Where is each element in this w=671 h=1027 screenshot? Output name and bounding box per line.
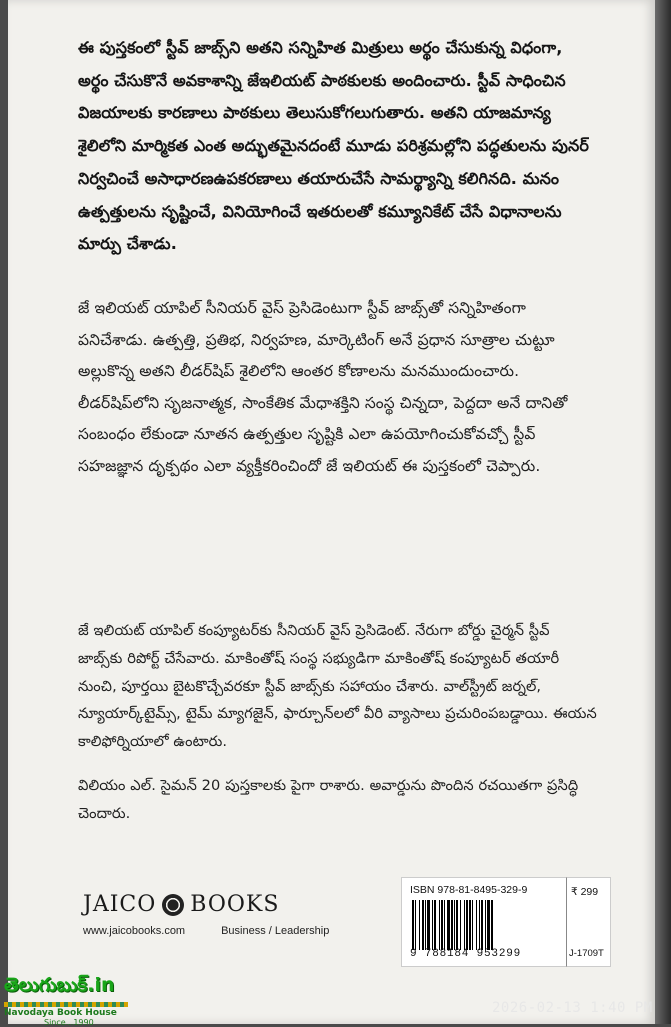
publisher-block — [83, 892, 343, 937]
publisher-name-left: JAICO — [83, 892, 157, 917]
barcode-panel — [401, 877, 586, 967]
page-edge-shadow — [655, 0, 671, 1024]
author-bio-paragraph: జే ఇలియట్ యాపిల్ కంప్యూటర్‌కు సీనియర్ వైస్ ప్రెసిడెంట్. నేరుగా బోర్డు చైర్మన్ స్టీవ్ జాబ్స్‌కు రిపోర్ట్ చేసేవారు. మాకింతోష్ సంస్థ సభ్యుడిగా మాకింతోష్ కంప్యూటర్ తయారీ నుంచి, పూర్తయి బైటకొచ్చేవరకూ స్టీవ్ జాబ్స్‌కు సహాయం చేశారు. వాల్‌స్ట్రీట్ జర్నల్, న్యూయార్క్‌టైమ్స్, టైమ్ మ్యాగజైన్, ఫార్చూన్‌లలో వీరి వ్యాసాలు ప్రచురింపబడ్డాయి. ఈయన కాలిఫోర్నియాలో ఉంటారు. — [78, 622, 597, 751]
watermark-line-1: Navodaya Book House — [4, 1008, 117, 1018]
publisher-name-right: BOOKS — [190, 892, 280, 917]
watermark-line-2: Since...1990 — [44, 1018, 94, 1027]
book-back-cover — [8, 0, 656, 1024]
catalog-code: J-1709T — [569, 948, 604, 959]
publisher-website: www.jaicobooks.com — [83, 925, 186, 937]
watermark-strip — [4, 1002, 128, 1007]
photo-timestamp: 2026-02-13 1:40 PM — [492, 1000, 653, 1016]
blurb-paragraph-2: జే ఇలియట్ యాపిల్ సీనియర్ వైస్ ప్రెసిడెంటుగా స్టీవ్ జాబ్స్‌తో సన్నిహితంగా పనిచేశాడు. ఉత్పత్తి, ప్రతిభ, నిర్వహణ, మార్కెటింగ్ అనే ప్రధాన సూత్రాల చుట్టూ అల్లుకొన్న అతని లీడర్‌షిప్ శైలిలోని ఆంతర కోణాలను మనముందుంచారు. లీడర్‌షిప్‌లోని సృజనాత్మక, సాంకేతిక మేధాశక్తిని సంస్థ చిన్నదా, పెద్దదా అనే దానితో సంబంధం లేకుండా నూతన ఉత్పత్తుల సృష్టికి ఎలా ఉపయోగించుకోవచ్చో స్టీవ్ సహజజ్ఞాన దృక్పథం ఎలా వ్యక్తీకరించిందో జే ఇలియట్ ఈ పుస్తకంలో చెప్పారు. — [78, 299, 568, 475]
book-category: Business / Leadership — [221, 925, 330, 937]
blurb-paragraph-1: ఈ పుస్తకంలో స్టీవ్ జాబ్స్‌ని అతని సన్నిహిత మిత్రులు అర్థం చేసుకున్న విధంగా, అర్థం చేసుకొనే అవకాశాన్ని జేఇలియట్ పాఠకులకు అందించారు. స్టీవ్ సాధించిన విజయాలకు కారణాలు పాఠకులు తెలుసుకోగలుగుతారు. అతని యాజమాన్య శైలిలోని మార్మికత ఎంత అద్భుతమైనదంటే మూడు పరిశ్రమల్లోని పద్ధతులను పునర్ నిర్వచించే అసాధారణఉపకరణాలు తయారుచేసే సామర్థ్యాన్ని కలిగినది. మనం ఉత్పత్తులను సృష్టించే, వినియోగించే ఇతరులతో కమ్యూనికేట్ చేసే విధానాలను మార్పు చేశాడు. — [78, 38, 589, 254]
barcode-bars-icon — [410, 900, 542, 950]
isbn-text: ISBN 978-81-8495-329-9 — [410, 884, 528, 896]
publisher-logo — [83, 892, 343, 917]
site-watermark — [4, 974, 128, 1027]
watermark-site-name: తెలుగుబుక్.in — [4, 974, 115, 996]
barcode-digits: 9 788184 953299 — [410, 948, 522, 960]
coauthor-bio-paragraph: విలియం ఎల్. సైమన్ 20 పుస్తకాలకు పైగా రాశారు. అవార్డును పొందిన రచయితగా ప్రసిద్ధి చెందారు. — [78, 777, 579, 822]
publisher-emblem-icon — [162, 894, 184, 916]
price-text: ₹ 299 — [571, 886, 599, 898]
price-panel — [566, 877, 611, 967]
